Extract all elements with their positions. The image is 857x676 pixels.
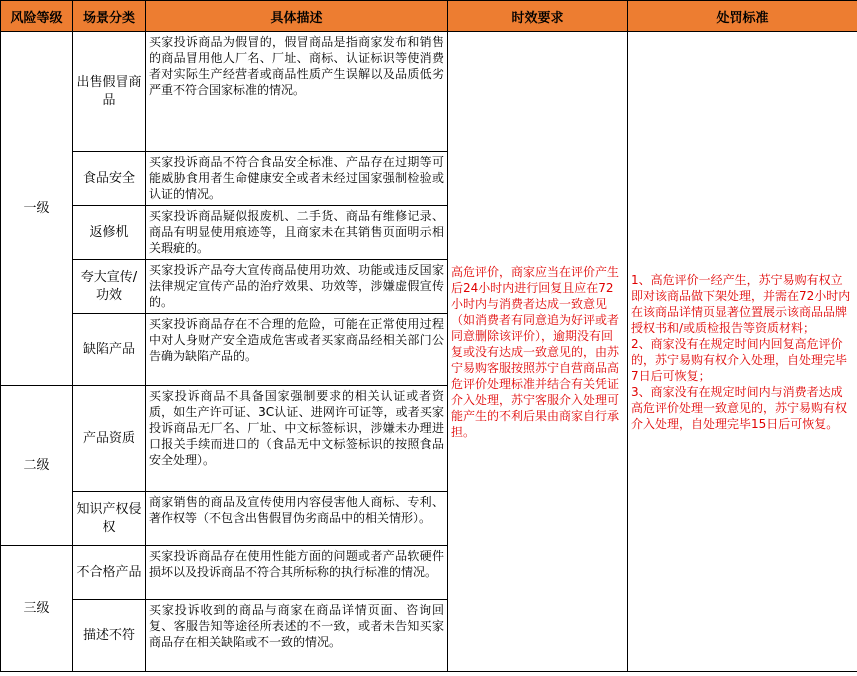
header-risk-level: 风险等级 xyxy=(1,1,73,32)
scene-cell: 出售假冒商品 xyxy=(73,32,146,152)
description-cell: 买家投诉商品不具备国家强制要求的相关认证或者资质，如生产许可证、3C认证、进网许可证等，或者买家投诉商品无厂名、厂址、中文标签标识，涉嫌未办理进口报关手续而进口的（食品无中文标签标识的按照食品安全处理）。 xyxy=(146,386,448,492)
penalty-item: 1、高危评价一经产生，苏宁易购有权立即对该商品做下架处理，并需在72小时内在该商品详情页显著位置展示该商品品牌授权书和/或质检报告等资质材料； xyxy=(631,272,851,335)
scene-cell: 夸大宣传/功效 xyxy=(73,260,146,314)
scene-cell: 食品安全 xyxy=(73,152,146,206)
header-penalty-standard: 处罚标准 xyxy=(628,1,857,32)
description-cell: 买家投诉商品不符合食品安全标准、产品存在过期等可能威胁食用者生命健康安全或者未经过国家强制检验或认证的情况。 xyxy=(146,152,448,206)
description-cell: 买家投诉产品夸大宣传商品使用功效、功能或违反国家法律规定宣传产品的治疗效果、功效等，涉嫌虚假宣传的。 xyxy=(146,260,448,314)
penalty-standard-cell xyxy=(628,32,857,672)
description-cell: 买家投诉商品疑似报废机、二手货、商品有维修记录、商品有明显使用痕迹等，且商家未在其销售页面明示相关瑕疵的。 xyxy=(146,206,448,260)
header-time-requirement: 时效要求 xyxy=(448,1,628,32)
description-cell: 买家投诉商品存在使用性能方面的问题或者产品软硬件损坏以及投诉商品不符合其所标称的执行标准的情况。 xyxy=(146,546,448,600)
table-header-row xyxy=(1,1,857,32)
description-cell: 商家销售的商品及宣传使用内容侵害他人商标、专利、著作权等（不包含出售假冒伪劣商品中的相关情形）。 xyxy=(146,492,448,546)
scene-cell: 描述不符 xyxy=(73,600,146,672)
time-requirement-cell: 高危评价，商家应当在评价产生后24小时内进行回复且应在72小时内与消费者达成一致意见（如消费者有同意追为好评或者同意删除该评价），逾期没有回复或没有达成一致意见的，由苏宁易购客服按照苏宁自营商品高危评价处理标准并结合有关凭证介入处理，苏宁客服介入处理可能产生的不利后果由商家自行承担。 xyxy=(448,32,628,672)
scene-cell: 知识产权侵权 xyxy=(73,492,146,546)
header-scene-category: 场景分类 xyxy=(73,1,146,32)
scene-cell: 产品资质 xyxy=(73,386,146,492)
header-description: 具体描述 xyxy=(146,1,448,32)
scene-cell: 返修机 xyxy=(73,206,146,260)
description-cell: 买家投诉收到的商品与商家在商品详情页面、咨询回复、客服告知等途径所表述的不一致，或者未告知买家商品存在相关缺陷或不一致的情况。 xyxy=(146,600,448,672)
penalty-item: 3、商家没有在规定时间内与消费者达成高危评价处理一致意见的，苏宁易购有权介入处理，自处理完毕15日后可恢复。 xyxy=(631,384,848,431)
description-cell: 买家投诉商品为假冒的，假冒商品是指商家发布和销售的商品冒用他人厂名、厂址、商标、认证标识等使消费者对实际生产经营者或商品性质产生误解以及品质低劣严重不符合国家标准的情况。 xyxy=(146,32,448,152)
scene-cell: 缺陷产品 xyxy=(73,314,146,386)
penalty-item: 2、商家没有在规定时间内回复高危评价的，苏宁易购有权介入处理，自处理完毕7日后可恢复； xyxy=(631,336,848,383)
scene-cell: 不合格产品 xyxy=(73,546,146,600)
description-cell: 买家投诉商品存在不合理的危险，可能在正常使用过程中对人身财产安全造成危害或者买家商品经相关部门公告确为缺陷产品的。 xyxy=(146,314,448,386)
table-row xyxy=(1,32,857,152)
risk-level-1: 一级 xyxy=(1,32,73,386)
risk-level-2: 二级 xyxy=(1,386,73,546)
risk-level-3: 三级 xyxy=(1,546,73,672)
